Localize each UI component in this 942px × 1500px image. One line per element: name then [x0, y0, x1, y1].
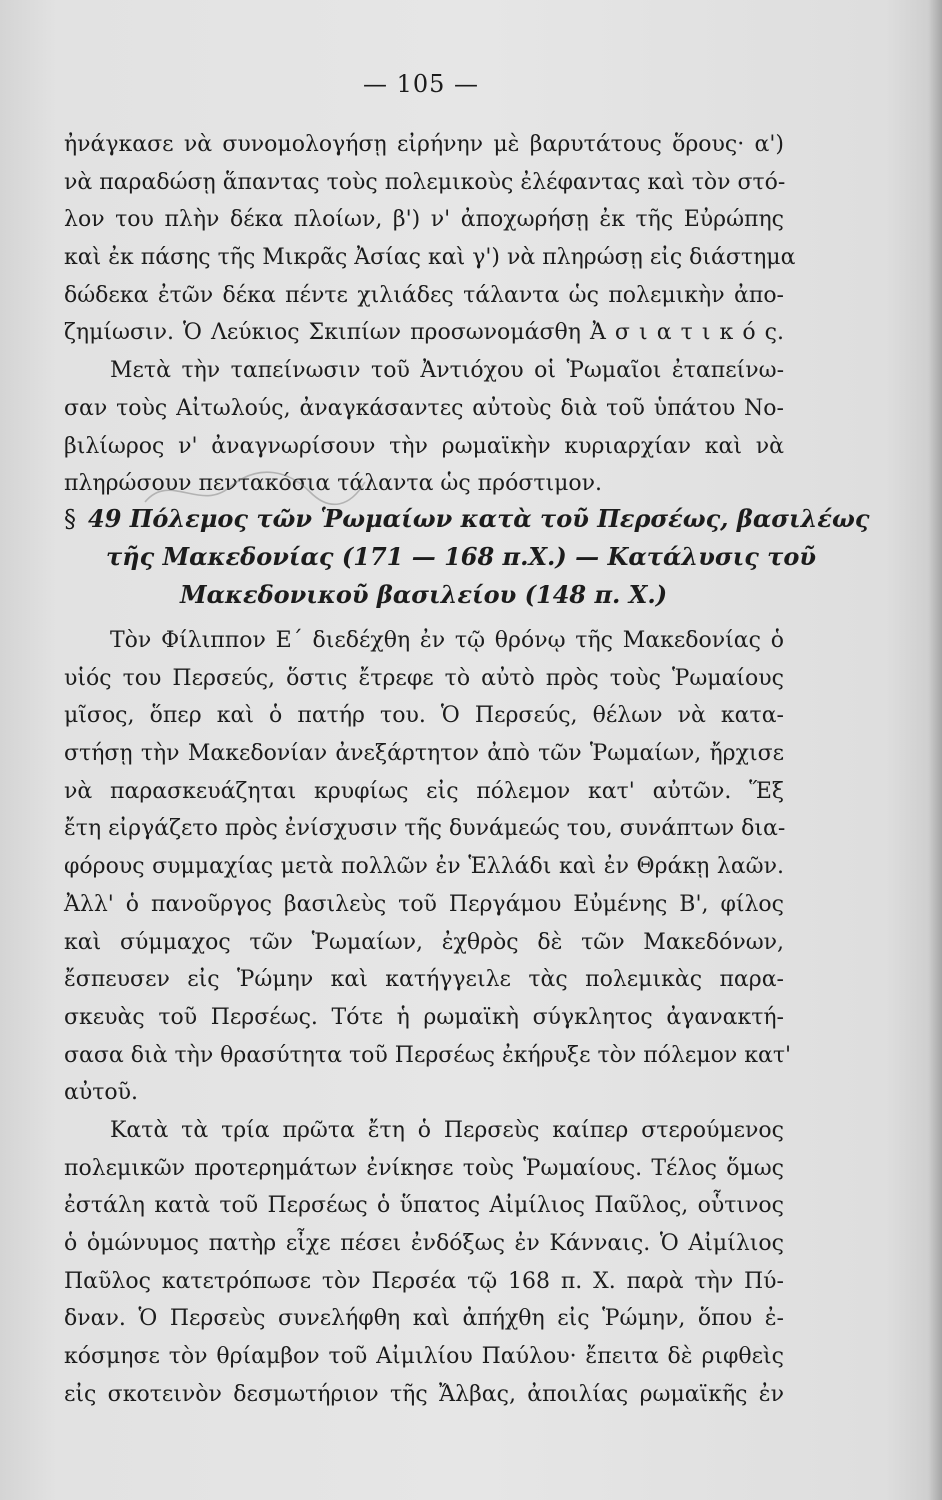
- section-title: 49 Πόλεμος τῶν Ῥωμαίων κατὰ τοῦ Περσέως, βασιλέως: [88, 504, 870, 533]
- bottom-text-block: [64, 622, 792, 1413]
- paragraph-line: δώδεκα ἐτῶν δέκα πέντε χιλιάδες τάλαντα ὡς πολεμικὴν ἀπο-: [64, 282, 784, 308]
- paragraph-line: καὶ σύμμαχος τῶν Ῥωμαίων, ἐχθρὸς δὲ τῶν Μακεδόνων,: [64, 929, 784, 955]
- paragraph-line: Κατὰ τὰ τρία πρῶτα ἔτη ὁ Περσεὺς καίπερ στερούμενος: [110, 1117, 784, 1143]
- paragraph-line: Τὸν Φίλιππον Ε΄ διεδέχθη ἐν τῷ θρόνῳ τῆς Μακεδονίας ὁ: [110, 628, 784, 653]
- paragraph-line: υἱός του Περσεύς, ὅστις ἔτρεφε τὸ αὐτὸ πρὸς τοὺς Ῥωμαίους: [64, 665, 784, 691]
- section-heading-line-1: [64, 500, 870, 538]
- paragraph-line: Ἀλλ' ὁ πανοῦργος βασιλεὺς τοῦ Περγάμου Εὐμένης Β', φίλος: [64, 891, 784, 917]
- section-sign: §: [64, 505, 76, 533]
- paragraph-line: ἔτη εἰργάζετο πρὸς ἐνίσχυσιν τῆς δυνάμεώς του, συνάπτων δια-: [64, 816, 786, 842]
- page-spine-shadow: [928, 0, 942, 1500]
- page-number: — 105 —: [362, 70, 480, 98]
- paragraph-line: ἐστάλη κατὰ τοῦ Περσέως ὁ ὕπατος Αἰμίλιος Παῦλος, οὗτινος: [64, 1193, 784, 1219]
- paragraph-line: ἔσπευσεν εἰς Ῥώμην καὶ κατήγγειλε τὰς πολεμικὰς παρα-: [64, 967, 784, 993]
- paragraph-line: σκευὰς τοῦ Περσέως. Τότε ἡ ρωμαϊκὴ σύγκλητος ἀγανακτή-: [64, 1004, 784, 1030]
- paragraph-line: μῖσος, ὅπερ καὶ ὁ πατήρ του. Ὁ Περσεύς, θέλων νὰ κατα-: [64, 703, 784, 729]
- section-heading-line-3: Μακεδονικοῦ βασιλείου (148 π. Χ.): [180, 580, 668, 609]
- paragraph-line: κόσμησε τὸν θρίαμβον τοῦ Αἰμιλίου Παύλου· ἔπειτα δὲ ριφθεὶς: [64, 1344, 784, 1370]
- paragraph-line: πληρώσουν πεντακόσια τάλαντα ὡς πρόστιμον.: [64, 471, 603, 497]
- paragraph-line: σαν τοὺς Αἰτωλούς, ἀναγκάσαντες αὐτοὺς διὰ τοῦ ὑπάτου Νο-: [64, 395, 784, 421]
- section-heading: [64, 500, 870, 614]
- paragraph-line: πολεμικῶν προτερημάτων ἐνίκησε τοὺς Ῥωμαίους. Τέλος ὅμως: [64, 1155, 784, 1181]
- top-text-block: [64, 126, 796, 503]
- paragraph-line: καὶ ἐκ πάσης τῆς Μικρᾶς Ἀσίας καὶ γ') νὰ πληρώσῃ εἰς διάστημα: [64, 245, 796, 271]
- paragraph-line: Παῦλος κατετρόπωσε τὸν Περσέα τῷ 168 π. Χ. παρὰ τὴν Πύ-: [64, 1268, 784, 1294]
- paragraph-line: φόρους συμμαχίας μετὰ πολλῶν ἐν Ἑλλάδι καὶ ἐν Θράκῃ λαῶν.: [64, 854, 784, 880]
- paragraph-line: ὁ ὁμώνυμος πατὴρ εἶχε πέσει ἐνδόξως ἐν Κάνναις. Ὁ Αἰμίλιος: [64, 1231, 784, 1256]
- paragraph-line: ἠνάγκασε νὰ συνομολογήσῃ εἰρήνην μὲ βαρυτάτους ὅρους· α'): [64, 132, 784, 157]
- paragraph-line: αὐτοῦ.: [64, 1080, 139, 1106]
- paragraph-line: στήσῃ τὴν Μακεδονίαν ἀνεξάρτητον ἀπὸ τῶν Ῥωμαίων, ἤρχισε: [64, 741, 784, 767]
- paragraph-line: λον του πλὴν δέκα πλοίων, β') ν' ἀποχωρήσῃ ἐκ τῆς Εὐρώπης: [64, 207, 784, 233]
- section-heading-line-2: τῆς Μακεδονίας (171 — 168 π.Χ.) — Κατάλυσις τοῦ: [106, 542, 816, 571]
- paragraph-line: δναν. Ὁ Περσεὺς συνελήφθη καὶ ἀπήχθη εἰς Ῥώμην, ὅπου ἐ-: [64, 1306, 784, 1332]
- paragraph-line: σασα διὰ τὴν θρασύτητα τοῦ Περσέως ἐκήρυξε τὸν πόλεμον κατ': [64, 1042, 792, 1068]
- paragraph-line: νὰ παρασκευάζηται κρυφίως εἰς πόλεμον κατ' αὐτῶν. Ἕξ: [64, 778, 784, 804]
- paragraph-line: Μετὰ τὴν ταπείνωσιν τοῦ Ἀντιόχου οἱ Ῥωμαῖοι ἐταπείνω-: [110, 358, 784, 384]
- paragraph-line: νὰ παραδώσῃ ἅπαντας τοὺς πολεμικοὺς ἐλέφαντας καὶ τὸν στό-: [64, 169, 786, 195]
- paragraph-line: βιλίωρος ν' ἀναγνωρίσουν τὴν ρωμαϊκὴν κυριαρχίαν καὶ νὰ: [64, 433, 784, 459]
- paragraph-line: εἰς σκοτεινὸν δεσμωτήριον τῆς Ἄλβας, ἀποιλίας ρωμαϊκῆς ἐν: [64, 1381, 784, 1407]
- paragraph-line: ζημίωσιν. Ὁ Λεύκιος Σκιπίων προσωνομάσθη Ἀ σ ι α τ ι κ ό ς.: [64, 320, 784, 346]
